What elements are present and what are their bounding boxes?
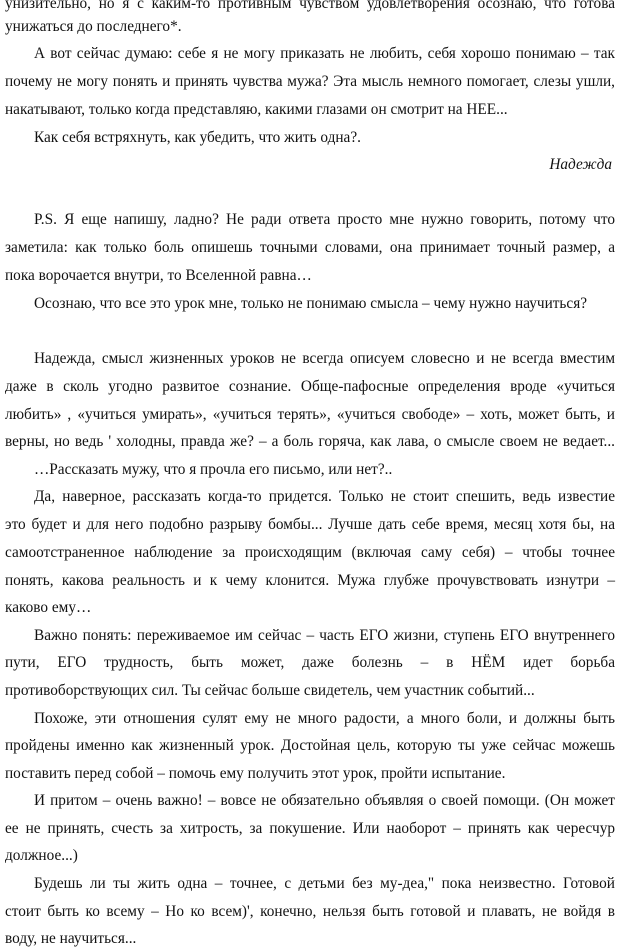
text-line: верны, но ведь ' холодны, правда же? – а боль горяча, как лава, о смысле своем не ведает... xyxy=(5,433,615,450)
text-line: унизительно, но я с каким-то противным чувством удовлетворения осознаю, что готова xyxy=(5,0,615,12)
text-line: противоборствующих сил. Ты сейчас больше свидетель, чем участник событий... xyxy=(5,682,535,699)
text-line: пока ворочается внутри, то Вселенной равна… xyxy=(5,267,312,284)
text-line: Как себя встряхнуть, как убедить, что жить одна?. xyxy=(34,129,361,146)
text-line: понять, какова реальность и к чему клонится. Мужа глубже прочувствовать изнутри – xyxy=(5,572,615,589)
text-line: пути, ЕГО трудность, быть может, даже болезнь – в НЁМ идет борьба xyxy=(5,654,615,671)
text-line: Да, наверное, рассказать когда-то придется. Только не стоит спешить, ведь известие xyxy=(34,488,615,505)
text-line: P.S. Я еще напишу, ладно? Не ради ответа просто мне нужно говорить, потому что xyxy=(34,211,615,228)
signature: Надежда xyxy=(549,156,612,173)
text-line: накатывают, только когда представляю, какими глазами он смотрит на НЕЕ... xyxy=(5,101,508,118)
text-line: поставить перед собой – помочь ему получить этот урок, пройти испытание. xyxy=(5,765,506,782)
text-line: И притом – очень важно! – вовсе не обязательно объявляя о своей помощи. (Он может xyxy=(34,792,615,809)
text-line: А вот сейчас думаю: себе я не могу приказать не любить, себя хорошо понимаю – так xyxy=(34,45,615,62)
text-line: ее не принять, счесть за хитрость, за покушение. Или наоборот – принять как чересчур xyxy=(5,820,615,837)
text-line: Будешь ли ты жить одна – точнее, с детьми без му-деа," пока неизвестно. Готовой xyxy=(34,875,615,892)
text-line: …Рассказать мужу, что я прочла его письмо, или нет?.. xyxy=(34,461,393,478)
text-line: стоит быть ко всему – Но ко всем)', конечно, нельзя быть готовой и плавать, не войдя в xyxy=(5,903,615,920)
text-line: Осознаю, что все это урок мне, только не понимаю смысла – чему нужно научиться? xyxy=(34,295,588,312)
text-line: самоотстраненное наблюдение за происходящим (включая саму себя) – чтобы точнее xyxy=(5,544,615,561)
text-line: заметила: как только боль опишешь точными словами, она принимает точный размер, а xyxy=(5,239,615,256)
text-line: Надежда, смысл жизненных уроков не всегда описуем словесно и не всегда вместим xyxy=(34,350,615,367)
text-line: воду, не научиться... xyxy=(5,930,137,947)
text-line: пройдены именно как жизненный урок. Достойная цель, которую ты уже сейчас можешь xyxy=(5,737,615,754)
text-line: даже в сколь угодно развитое сознание. Обще-пафосные определения вроде «учиться xyxy=(5,378,615,395)
text-line: каково ему… xyxy=(5,599,92,616)
text-line: унижаться до последнего*. xyxy=(5,18,182,35)
text-line: Похоже, эти отношения сулят ему не много радости, а много боли, и должны быть xyxy=(34,710,615,727)
text-line: любить» , «учиться умирать», «учиться терять», «учиться свободе» – хоть, может быть, и xyxy=(5,406,615,423)
text-line: почему не могу понять и принять чувства мужа? Эта мысль немного помогает, слезы ушли, xyxy=(5,73,615,90)
text-line: это будет и для него подобно разрыву бомбы... Лучше дать себе время, месяц хотя бы, на xyxy=(5,516,615,533)
text-line: должное...) xyxy=(5,847,78,864)
text-line: Важно понять: переживаемое им сейчас – часть ЕГО жизни, ступень ЕГО внутреннего xyxy=(34,627,615,644)
